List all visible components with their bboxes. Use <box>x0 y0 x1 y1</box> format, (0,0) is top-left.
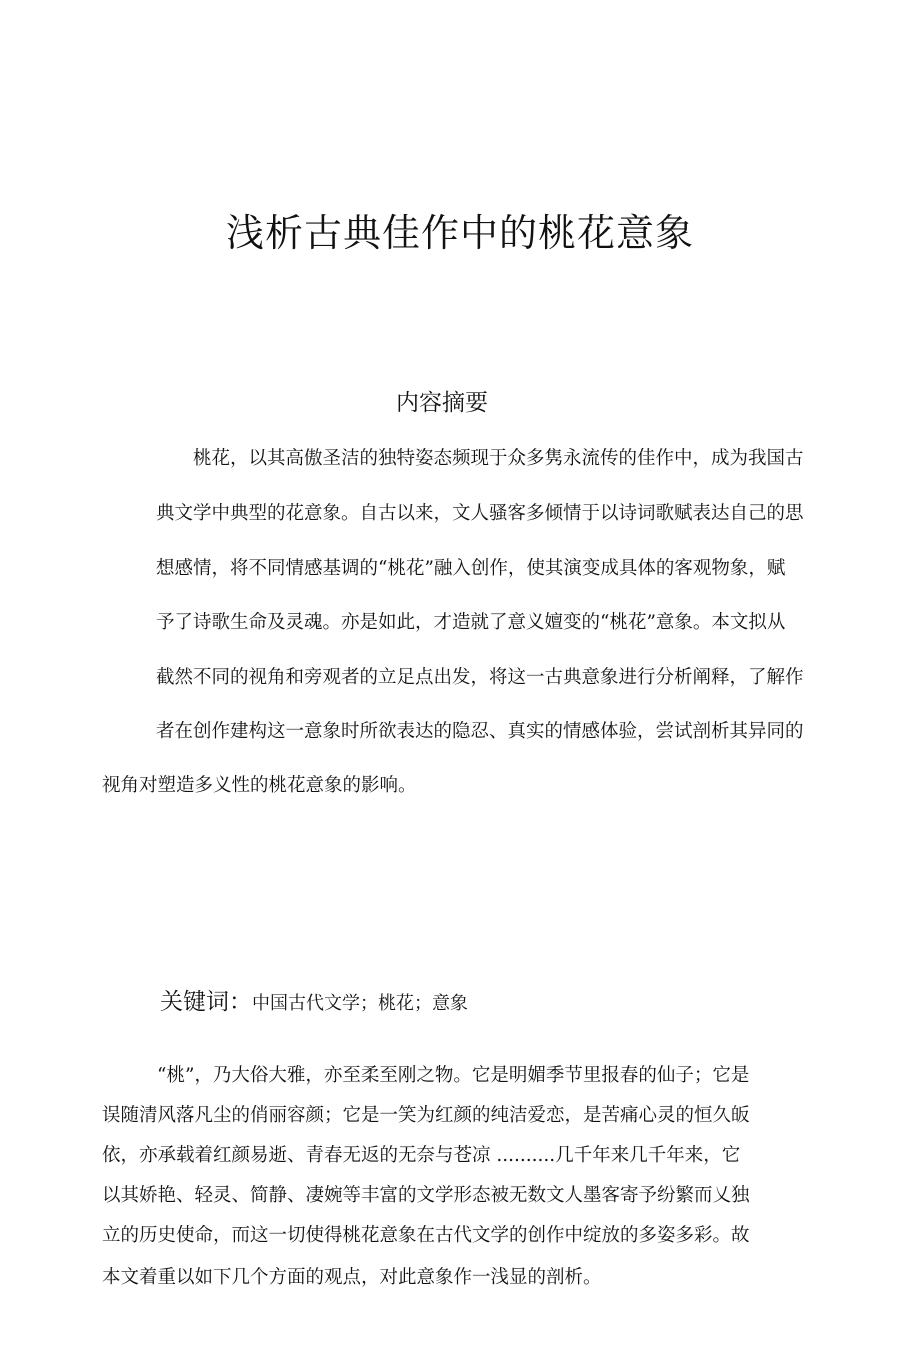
abstract-line: 桃花，以其高傲圣洁的独特姿态频现于众多隽永流传的佳作中，成为我国古 <box>193 448 804 469</box>
document-title: 浅析古典佳作中的桃花意象 <box>225 211 694 255</box>
keywords-label: 关键词 <box>160 989 229 1015</box>
abstract-line: 予了诗歌生命及灵魂。亦是如此，才造就了意义嬗变的“桃花”意象。本文拟从 <box>156 612 786 633</box>
body-line: 立的历史使命，而这一切使得桃花意象在古代文学的创作中绽放的多姿多彩。故 <box>102 1225 750 1246</box>
body-line: 依，亦承载着红颜易逝、青春无返的无奈与苍凉 ..........几千年来几千年来，它 <box>102 1145 741 1166</box>
abstract-heading: 内容摘要 <box>396 390 488 416</box>
abstract-line: 视角对塑造多义性的桃花意象的影响。 <box>102 775 417 796</box>
body-line: 本文着重以如下几个方面的观点，对此意象作一浅显的剖析。 <box>102 1267 602 1288</box>
abstract-line: 典文学中典型的花意象。自古以来，文人骚客多倾情于以诗词歌赋表达自己的思 <box>156 503 804 524</box>
abstract-line: 者在创作建构这一意象时所欲表达的隐忍、真实的情感体验，尝试剖析其异同的 <box>156 721 804 742</box>
keywords-line <box>160 986 468 1020</box>
body-line: 以其娇艳、轻灵、简静、凄婉等丰富的文学形态被无数文人墨客寄予纷繁而乂独 <box>102 1185 750 1206</box>
abstract-line: 想感情，将不同情感基调的“桃花”融入创作，使其演变成具体的客观物象，赋 <box>156 558 786 579</box>
keywords-colon: ： <box>229 989 252 1015</box>
body-line: “桃”，乃大俗大雅，亦至柔至刚之物。它是明媚季节里报春的仙子；它是 <box>157 1065 750 1086</box>
body-line: 误随清风落凡尘的俏丽容颜；它是一笑为红颜的纯洁爱恋，是苦痛心灵的恒久皈 <box>102 1105 750 1126</box>
abstract-line: 截然不同的视角和旁观者的立足点出发，将这一古典意象进行分析阐释，了解作 <box>156 667 804 688</box>
keywords-value: 中国古代文学；桃花；意象 <box>252 993 468 1014</box>
